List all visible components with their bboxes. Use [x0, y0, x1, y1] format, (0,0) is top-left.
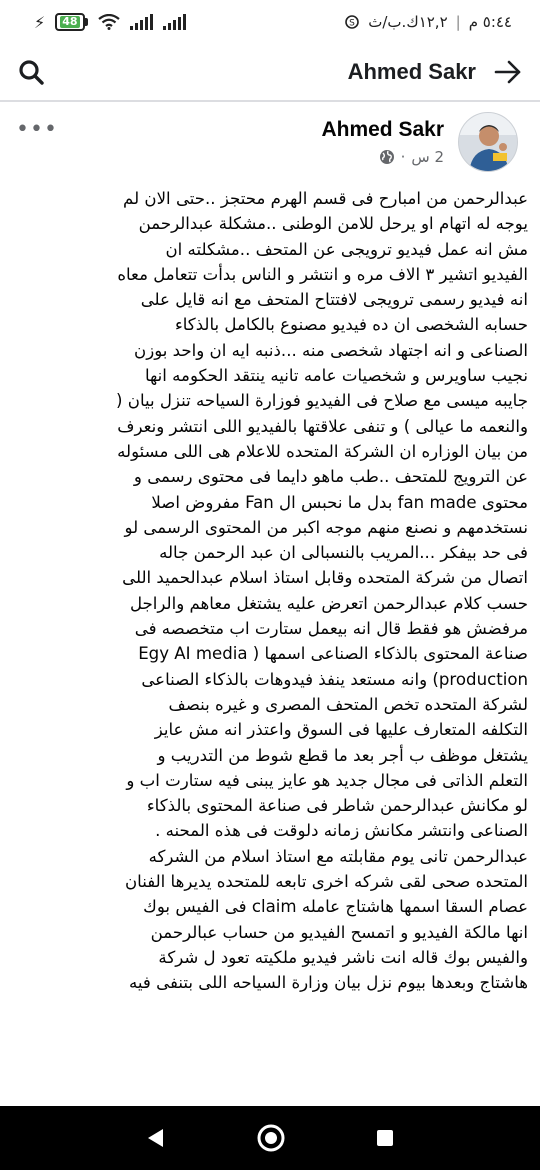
post-text-line: مرفضش هو فقط قال انه بيعمل ستارت اب متخصصه فى — [134, 619, 528, 639]
globe-icon — [379, 149, 395, 165]
post-text-line: لشركة المتحده تخص المتحف المصرى و غيره بنصف — [168, 694, 528, 714]
search-icon[interactable] — [18, 59, 44, 85]
meta-separator: · — [400, 148, 406, 166]
status-separator: | — [455, 13, 461, 31]
post-text-line: المتحده صحى لقى شركه اخرى تابعه للمتحده يديرها الفنان — [124, 872, 528, 892]
header-divider — [0, 100, 540, 102]
more-horizontal-icon[interactable]: ••• — [16, 117, 58, 142]
sync-icon — [344, 14, 360, 30]
signal-icon-2 — [163, 14, 186, 30]
square-recent-icon[interactable] — [375, 1128, 395, 1148]
status-icons — [34, 13, 186, 32]
battery-icon — [55, 13, 87, 31]
post-text-line: انها مالكة الفيديو و اتمسح الفيديو من حساب عبالرحمن — [150, 922, 528, 942]
triangle-back-icon[interactable] — [145, 1127, 167, 1149]
battery-level: 48 — [62, 15, 78, 28]
post-text-line: حسب كلام عبدالرحمن اتعرض عليه يشتغل معاهم والراجل — [129, 593, 528, 613]
post-text-line: انه فيديو رسمى ترويجى لافتتاح المتحف مع انه قايل على — [140, 290, 528, 310]
post-text-line: اتصال من شركة المتحده وقابل استاذ اسلام عبدالحميد اللى — [122, 568, 528, 588]
post-header — [0, 112, 540, 182]
post-text-line: حسابه الشخصى ان ده فيديو مصنوع بالكامل بالذكاء — [174, 315, 528, 335]
post-text-line: الصناعى و انه اجتهاد شخصى منه ...ذنبه ايه ان واحد بوزن — [134, 340, 528, 360]
post-text-line: نستخدمهم و نصنع منهم موجه اكبر من المحتوى الرسمى لو — [124, 517, 528, 537]
post-text-line: الفيديو اتشير ٣ الاف مره و انتشر و الناس بدأت تتعامل معاه — [117, 264, 528, 284]
svg-text:S: S — [349, 18, 356, 29]
signal-icon-1 — [130, 14, 153, 30]
circle-home-icon[interactable] — [256, 1123, 286, 1153]
post-text-line: محتوى fan made بدل ما نحبس ال Fan مفروض اصلا — [151, 492, 528, 512]
avatar[interactable] — [458, 112, 518, 172]
post-author[interactable]: Ahmed Sakr — [321, 118, 444, 141]
page-title: Ahmed Sakr — [347, 59, 476, 84]
arrow-right-icon[interactable] — [494, 60, 522, 84]
post-text-line: مش انه عمل فيديو ترويجى عن المتحف ..مشكلته ان — [165, 239, 528, 259]
post-text-line: لو مكانش عبدالرحمن شاطر فى صناعة المحتوى بالذكاء — [146, 796, 528, 816]
post-text-line: من بيان الوزاره ان الشركة المتحده للاعلام هى اللى مسئوله — [117, 441, 528, 461]
post-text-line: عن الترويج للمتحف ..طب ماهو دايما فى محتوى رسمى و — [133, 467, 528, 487]
post-meta — [379, 148, 444, 166]
post-time[interactable]: 2 س — [411, 148, 444, 166]
post-text — [10, 186, 528, 1106]
post-text-line: صناعة المحتوى بالذكاء الصناعى اسمها ( Egy AI media — [138, 644, 528, 664]
post-text-line: عصام السقا اسمها هاشتاج عامله claim فى الفيس بوك — [143, 897, 528, 917]
top-app-bar — [0, 44, 540, 100]
charging-icon: ⚡ — [34, 12, 46, 32]
post-text-line: التعلم الذاتى فى مجال جديد هو عايز يبنى فيه ستارت اب و — [126, 770, 528, 790]
system-nav-bar — [0, 1106, 540, 1170]
post-text-line: production) وانه مستعد ينفذ فيدوهات بالذكاء الصناعى — [141, 669, 528, 689]
post-text-line: جايبه ميسى مع صلاح فى الفيديو فوزارة السياحه تنزل بيان ( — [116, 391, 528, 411]
data-speed: ١٢,٢ك.ب/ث — [368, 13, 448, 31]
post-text-line: الصناعى وانتشر مكانش زمانه دلوقت فى هذه المحنه . — [155, 821, 528, 841]
post-text-line: التكلفه المتعارف عليها فى السوق واعتذر انه مش عايز — [154, 720, 528, 740]
status-text — [344, 13, 512, 31]
post-text-line: عبدالرحمن تانى يوم مقابلته مع استاذ اسلام من الشركه — [148, 846, 528, 866]
title-group — [348, 59, 522, 85]
wifi-icon — [98, 14, 120, 30]
status-bar — [0, 0, 540, 44]
status-time: ٥:٤٤ م — [468, 13, 512, 31]
post-text-line: نجيب ساويرس و شخصيات عامه تانيه ينتقد الحكومه انها — [144, 366, 528, 386]
post-text-line: يوجه له اتهام او يرحل للامن الوطنى ..مشكلة عبدالرحمن — [138, 214, 528, 234]
post-text-line: يشتغل موظف ب أجر بعد ما قطع شوط من التدريب و — [157, 745, 528, 765]
post-text-line: والفيس بوك قاله انت ناشر فيديو ملكيته تعود ل شركة — [158, 947, 528, 967]
post-text-line: فى حد بيفكر ...المريب بالنسبالى ان عبد الرحمن جاله — [159, 543, 528, 563]
post-text-line: عبدالرحمن من امبارح فى قسم الهرم محتجز ..حتى الان لم — [123, 189, 528, 208]
post-text-line: والنعمه ما عيالى ) و تنفى علاقتها بالفيديو اللى انتشر ونعرف — [117, 416, 528, 436]
post-text-line: هاشتاج وبعدها بيوم نزل بيان وزارة السياحه اللى بتنفى فيه — [129, 973, 528, 993]
